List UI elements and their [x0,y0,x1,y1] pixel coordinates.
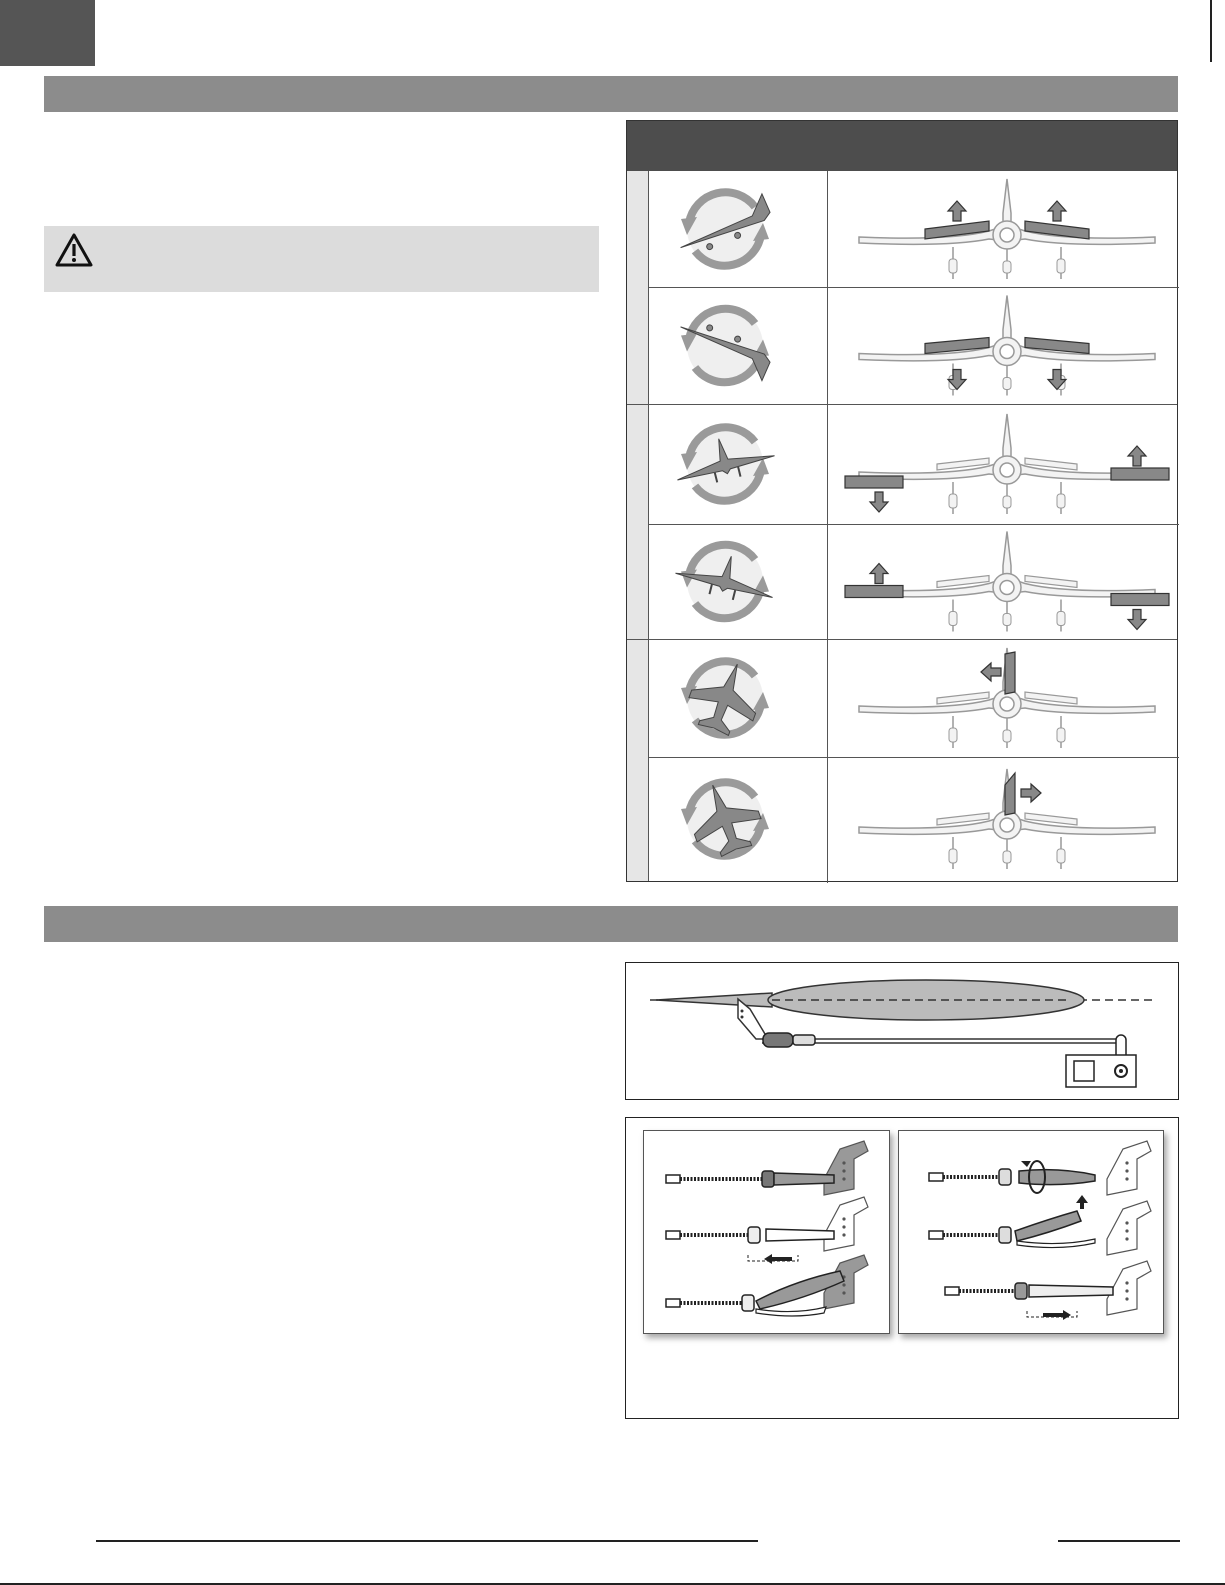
attitude-cell [649,287,827,404]
table-header [627,121,1177,171]
roll-right-icon [649,524,827,639]
pitch-down-icon [649,287,827,404]
clevis-remove-steps [644,1131,889,1333]
control-direction-table [626,120,1178,882]
pitch-up-icon [649,171,827,287]
control-surface-cell [829,287,1177,404]
yaw-right-icon [649,757,827,881]
clevis-panel-remove [643,1130,890,1334]
control-surface-cell [829,171,1177,287]
attitude-cell [649,404,827,524]
attitude-cell [649,757,827,881]
footer-rule-left [96,1540,758,1542]
column-divider [827,171,828,883]
section-bar-linkage [44,906,1178,942]
group-cell-rudder [627,639,649,881]
aileron-right-diagram [829,524,1177,639]
attitude-cell [649,171,827,287]
control-surface-cell [829,757,1177,881]
section-bar-control-direction [44,76,1178,112]
rudder-right-diagram [829,757,1177,881]
group-cell-elevator [627,171,649,404]
aileron-left-diagram [829,404,1177,524]
group-cell-aileron [627,404,649,639]
yaw-left-icon [649,639,827,757]
elevator-up-diagram [829,171,1177,287]
roll-left-icon [649,404,827,524]
footer-rule-right [1058,1540,1180,1542]
clevis-figure [625,1117,1179,1419]
rudder-left-diagram [829,639,1177,757]
control-linkage-diagram [626,963,1177,1098]
control-surface-cell [829,404,1177,524]
attitude-cell [649,524,827,639]
clevis-panel-install [898,1130,1164,1334]
warning-icon [54,232,94,268]
linkage-figure [625,962,1179,1100]
control-surface-cell [829,524,1177,639]
clevis-install-steps [899,1131,1163,1333]
control-surface-cell [829,639,1177,757]
elevator-down-diagram [829,287,1177,404]
caution-box [44,226,599,292]
page-edge-mark [1210,0,1212,62]
chapter-tab [0,0,95,66]
attitude-cell [649,639,827,757]
